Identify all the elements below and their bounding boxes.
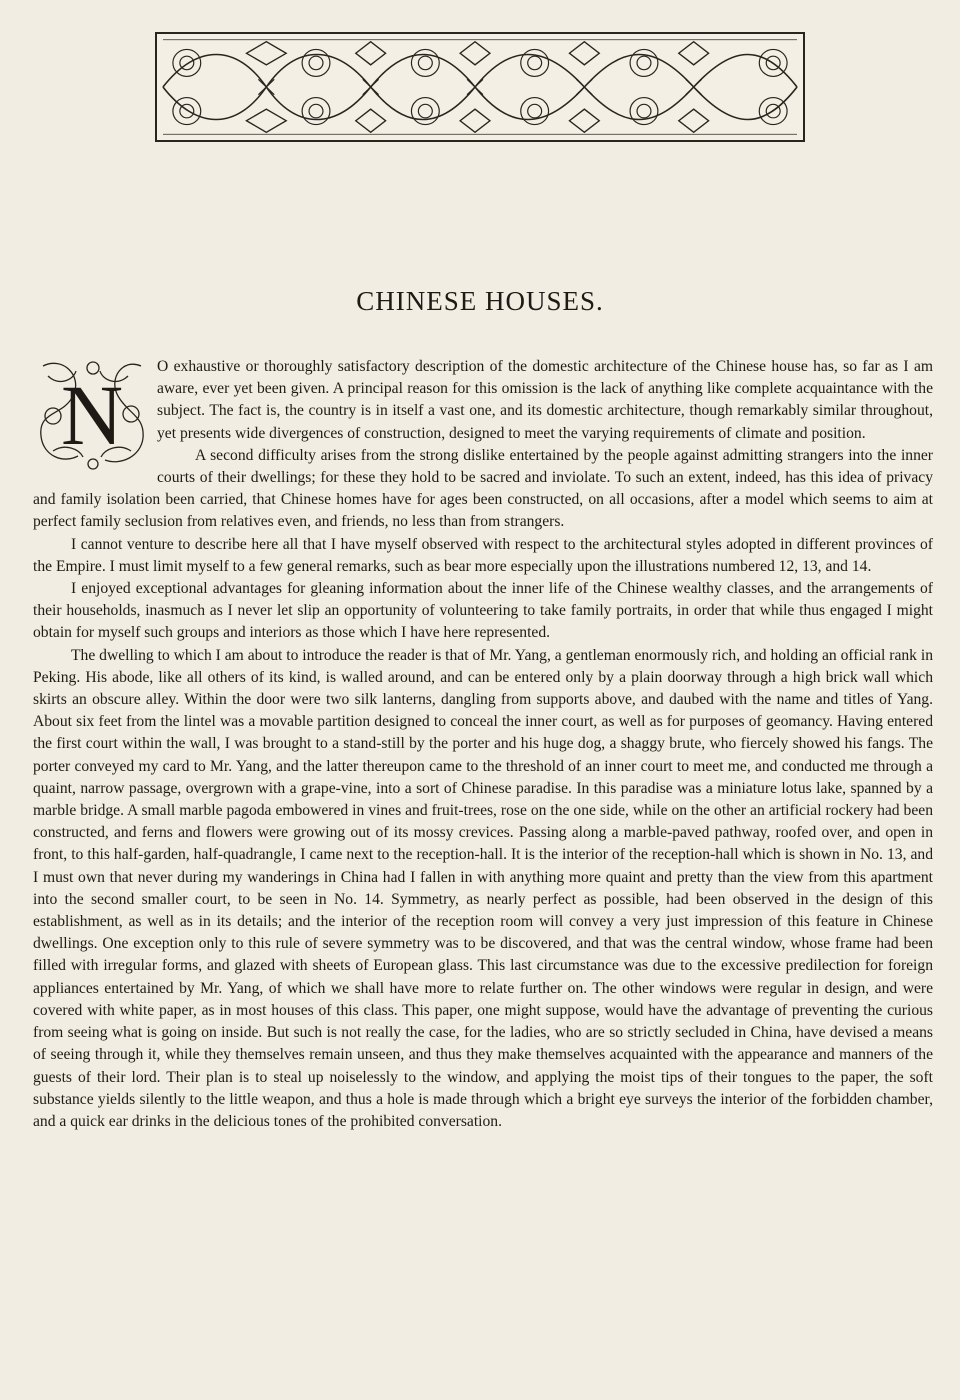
drop-cap-letter: N: [60, 367, 124, 463]
paragraph-4: I enjoyed exceptional advantages for gleaning information about the inner life of the Chinese wealthy classes, and the arrangements of their households, inasmuch as I never let slip an opportunity of volunteering to take family portraits, in order that while thus engaged I might obtain for myself such groups and interiors as those which I have here represented.: [33, 580, 933, 642]
article-body: [33, 356, 933, 1133]
scroll-ornament-icon: [157, 34, 803, 140]
paragraph-1: N O exhaustive or thoroughly satisfactory description of the domestic architecture of the Chinese house has, so far as I am aware, ever yet been given. A principal reason for this omission is the lack of anything like complete acquaintance with the subject. The fact is, the country is in itself a vast one, and its domestic architecture, though remarkably similar throughout, yet presents wide divergences of construction, designed to meet the varying requirements of climate and position.: [33, 356, 933, 445]
ornamental-initial-icon: [33, 356, 151, 472]
paragraph-5: The dwelling to which I am about to introduce the reader is that of Mr. Yang, a gentleman enormously rich, and holding an official rank in Peking. His abode, like all others of its kind, is walled around, and can be entered only by a plain doorway through a high brick wall which skirts an obscure alley. Within the door were two silk lanterns, dangling from supports above, and daubed with the name and titles of Yang. About six feet from the lintel was a movable partition designed to conceal the inner court, as well as for purposes of geomancy. Having entered the first court within the wall, I was brought to a stand-still by the porter and his huge dog, a shaggy brute, who fiercely showed his fangs. The porter conveyed my card to Mr. Yang, and the latter thereupon came to the threshold of an inner court to meet me, and conducted me through a quaint, narrow passage, overgrown with a grape-vine, into a sort of Chinese paradise. In this paradise was a miniature lotus lake, spanned by a marble bridge. A small marble pagoda embowered in vines and fruit-trees, rose on the one side, while on the other an artificial rockery had been constructed, and ferns and flowers were growing out of its mossy crevices. Passing along a marble-paved pathway, roofed over, and open in front, to this half-garden, half-quadrangle, I came next to the reception-hall. It is the interior of the reception-hall which is shown in No. 13, and I must own that never during my wanderings in China had I fallen in with anything more quaint and pretty than the view from this apartment into the second smaller court, to be seen in No. 14. Symmetry, as nearly perfect as possible, had been observed in the design of this establishment, as well as in its details; and the interior of the reception room will convey a very just impression of this feature in Chinese dwellings. One exception only to this rule of severe symmetry was to be discovered, and that was the central window, whose frame had been filled with irregular forms, and glazed with sheets of European glass. This last circumstance was due to the excessive predilection for foreign appliances entertained by Mr. Yang, of which we shall have more to relate further on. The other windows were regular in design, and were covered with white paper, as in most houses of this class. This paper, one might suppose, would have the advantage of preventing the curious from seeing what is going on inside. But such is not really the case, for the ladies, who are so strictly secluded in China, have devised a means of seeing through it, while they themselves remain unseen, and thus they make themselves acquainted with the appearance and manners of the guests of their lord. Their plan is to steal up noiselessly to the window, and applying the moist tips of their tongues to the paper, the soft substance yields silently to the little weapon, and thus a hole is made through which a bright eye surveys the interior of the forbidden chamber, and a quick ear drinks in the delicious tones of the prohibited conversation.: [33, 646, 933, 1130]
ornamental-headpiece: [155, 32, 805, 142]
paragraph-2: A second difficulty arises from the strong dislike entertained by the people against admitting strangers into the inner courts of their dwellings; for these they hold to be sacred and inviolate. To such an extent, indeed, has this idea of privacy and family isolation been carried, that Chinese homes have for ages been constructed, on all occasions, after a model which seems to aim at perfect family seclusion from relatives even, and friends, no less than from strangers.: [33, 446, 933, 531]
paragraph-3: I cannot venture to describe here all that I have myself observed with respect to the architectural styles adopted in different provinces of the Empire. I must limit myself to a few general remarks, such as bear more especially upon the illustrations numbered 12, 13, and 14.: [33, 535, 933, 575]
page-title: CHINESE HOUSES.: [356, 286, 604, 316]
drop-cap: [33, 356, 151, 472]
